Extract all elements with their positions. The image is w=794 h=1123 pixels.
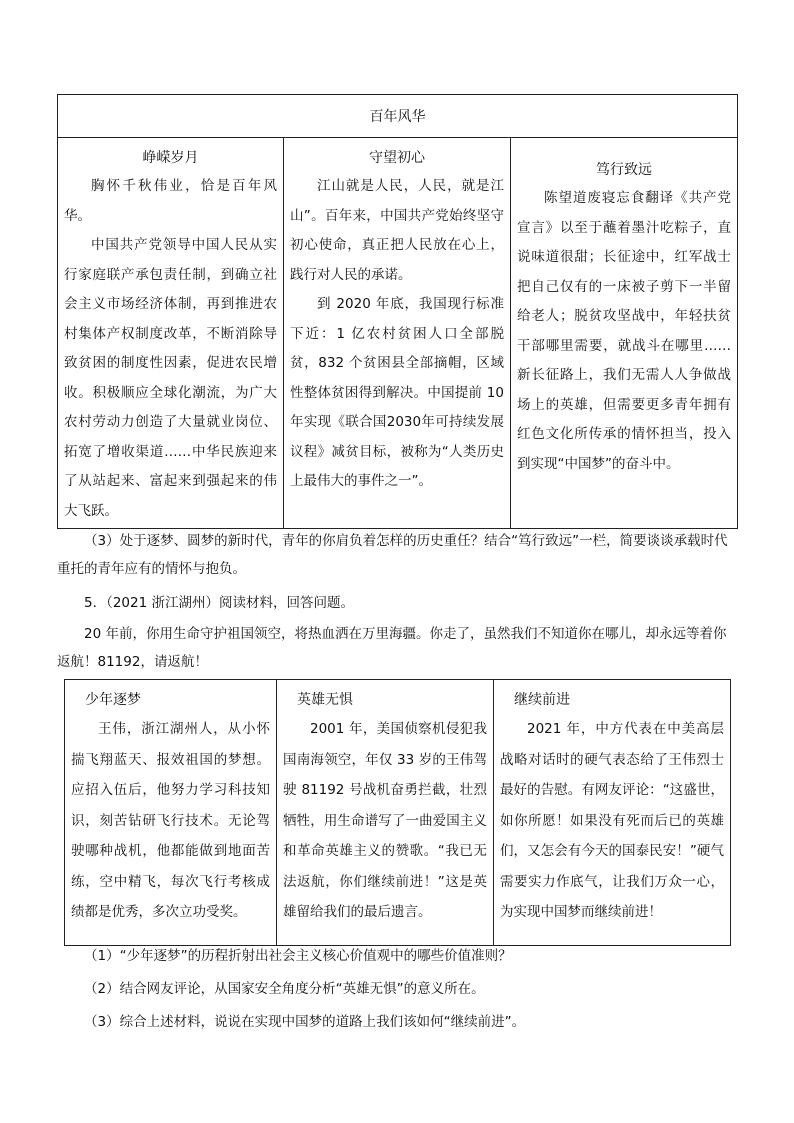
column-title: 守望初心 (369, 150, 425, 166)
column-title: 继续前进 (514, 692, 570, 708)
question-3-text: （3）处于逐梦、圆梦的新时代，青年的你肩负着怎样的历史重任？结合“笃行致远”一栏，简要谈谈承载时代重托的青年应有的情怀与抱负。 (57, 533, 728, 577)
question-5-title: 5．（2021 浙江湖州）阅读材料，回答问题。 (84, 595, 354, 611)
paragraph: 陈望道废寝忘食翻译《共产党宣言》以至于蘸着墨汁吃粽子，直说味道很甜；长征途中，红军战士把自己仅有的一床被子剪下一半留给老人；脱贫攻坚战中，年轻扶贫干部哪里需要，就战斗在哪里……新长征路上，我们无需人人争做战场上的英雄，但需要更多青年拥有红色文化所传承的情怀担当，投入到实现“中国梦”的奋斗中。 (517, 190, 731, 472)
table-header: 百年风华 (58, 95, 738, 138)
paragraph: 到 2020 年底，我国现行标准下近：1 亿农村贫困人口全部脱贫，832 个贫困县全部摘帽，区域性整体贫困得到解决。中国提前 10 年实现《联合国2030年可持续发展议程》减贫目标，被称为“人类历史上最伟大的事件之一”。 (290, 296, 504, 489)
question-2: （2）结合网友评论，从国家安全角度分析“英雄无惧”的意义所在。 (84, 981, 485, 997)
paragraph: 中国共产党领导中国人民从实行家庭联产承包责任制，到确立社会主义市场经济体制，再到推进农村集体产权制度改革，不断消除导致贫困的制度性因素，促进农民增收。积极顺应全球化潮流，为广大农村劳动力创造了大量就业岗位、拓宽了增收渠道……中华民族迎来了从站起来、富起来到强起来的伟大飞跃。 (64, 237, 277, 519)
material-table-hero (64, 679, 731, 946)
question-3: （3）综合上述材料，说说在实现中国梦的道路上我们该如何“继续前进”。 (84, 1014, 526, 1030)
column-go-far (511, 138, 738, 529)
question-1: （1）“少年逐梦”的历程折射出社会主义核心价值观中的哪些价值准则？ (84, 948, 512, 964)
column-title: 少年逐梦 (85, 692, 141, 708)
column-glorious-years (58, 138, 284, 529)
paragraph: 江山就是人民，人民，就是江山”。百年来，中国共产党始终坚守初心使命，真正把人民放在心上，践行对人民的承诺。 (290, 178, 504, 283)
paragraph: 胸怀千秋伟业，恰是百年风华。 (64, 178, 277, 224)
paragraph: 2021 年，中方代表在中美高层战略对话时的硬气表态给了王伟烈士最好的告慰。有网友评论：“这盛世，如你所愿！如果没有死而后已的英雄们，又怎会有今天的国泰民安！”硬气需要实力作底气，让我们万众一心，为实现中国梦而继续前进！ (500, 721, 724, 920)
column-title: 英雄无惧 (297, 692, 353, 708)
paragraph: 王伟，浙江湖州人，从小怀揣飞翔蓝天、报效祖国的梦想。应招入伍后，他努力学习科技知识，刻苦钻研飞行技术。无论驾驶哪种战机，他都能做到地面苦练，空中精飞，每次飞行考核成绩都是优秀，多次立功受奖。 (71, 721, 270, 920)
column-original-aspiration (284, 138, 511, 529)
column-title: 笃行致远 (596, 162, 652, 178)
column-youth-dream (65, 680, 277, 946)
column-keep-forward (494, 680, 731, 946)
material-table-centennial (57, 94, 738, 529)
column-title: 峥嵘岁月 (142, 150, 199, 166)
paragraph: 2001 年，美国侦察机侵犯我国南海领空，年仅 33 岁的王伟驾驶 81192 号战机奋勇拦截，壮烈牺牲，用生命谱写了一曲爱国主义和革命英雄主义的赞歌。“我已无法返航，你们继续前进！”这是英雄留给我们的最后遗言。 (283, 721, 487, 920)
column-hero-fearless (277, 680, 494, 946)
material-intro: 20 年前，你用生命守护祖国领空，将热血洒在万里海疆。你走了，虽然我们不知道你在哪儿，却永远等着你返航！81192，请返航！ (57, 626, 727, 670)
